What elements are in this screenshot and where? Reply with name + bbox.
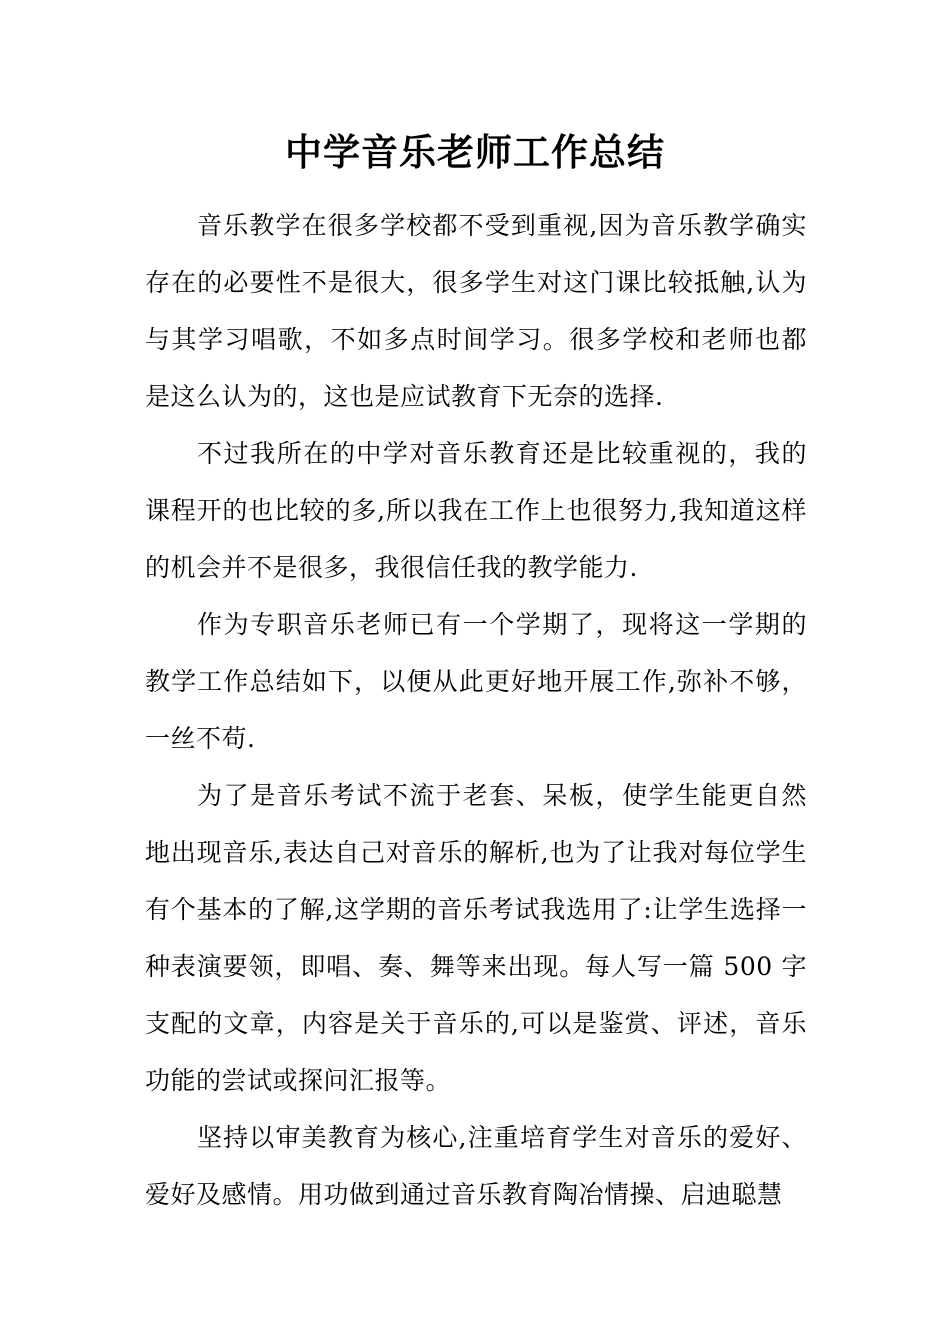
document-title: 中学音乐老师工作总结 — [285, 130, 665, 174]
document-body — [145, 197, 807, 1223]
paragraph-4: 为了是音乐考试不流于老套、呆板，使学生能更自然地出现音乐,表达自己对音乐的解析,也为了让我对每位学生有个基本的了解,这学期的音乐考试我选用了:让学生选择一种表演要领，即唱、奏、舞等来出现。每人写一篇 500 字支配的文章，内容是关于音乐的,可以是鉴赏、评述，音乐功能的尝试或探问汇报等。 — [145, 781, 807, 1095]
paragraph-2: 不过我所在的中学对音乐教育还是比较重视的，我的课程开的也比较的多,所以我在工作上也很努力,我知道这样的机会并不是很多，我很信任我的教学能力. — [145, 439, 807, 582]
paragraph-1: 音乐教学在很多学校都不受到重视,因为音乐教学确实存在的必要性不是很大，很多学生对这门课比较抵触,认为与其学习唱歌，不如多点时间学习。很多学校和老师也都是这么认为的，这也是应试教育下无奈的选择. — [145, 211, 807, 411]
paragraph-3: 作为专职音乐老师已有一个学期了，现将这一学期的教学工作总结如下，以便从此更好地开展工作,弥补不够，一丝不苟. — [145, 610, 807, 753]
paragraph-5: 坚持以审美教育为核心,注重培育学生对音乐的爱好、爱好及感情。用功做到通过音乐教育陶冶情操、启迪聪慧 — [145, 1123, 807, 1209]
